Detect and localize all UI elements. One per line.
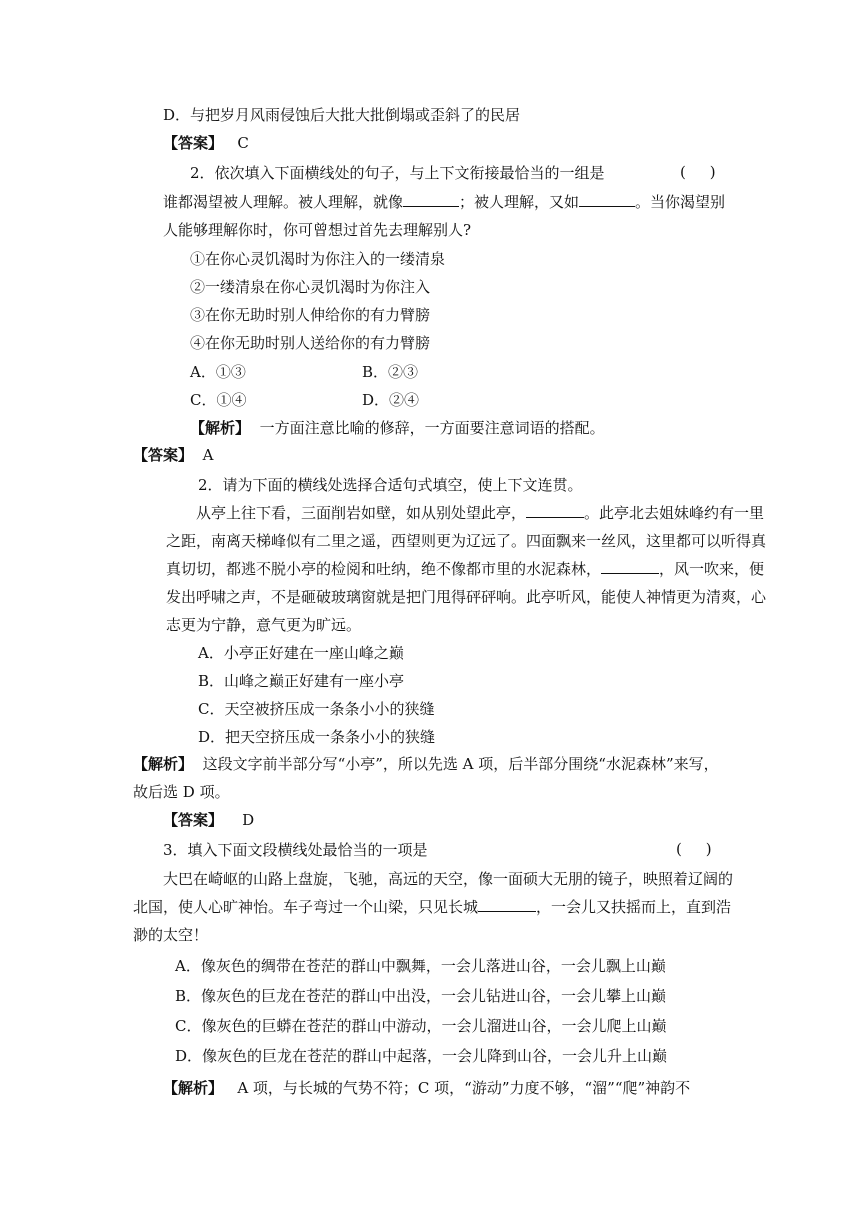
q2b-passage-line-2: 之距，南离天梯峰似有二里之遥，西望则更为辽远了。四面飘来一丝风，这里都可以听得真 — [166, 532, 767, 550]
q3-option-c: C．像灰色的巨蟒在苍茫的群山中游动，一会儿溜进山谷，一会儿爬上山巅 — [175, 1017, 667, 1035]
passage-text: 北国，使人心旷神怡。车子弯过一个山梁，只见长城 — [133, 898, 479, 916]
q2a-item-2: ②一缕清泉在你心灵饥渴时为你注入 — [190, 278, 431, 296]
analysis-text: A 项，与长城的气势不符；C 项，“游动”力度不够，“溜”“爬”神韵不 — [237, 1079, 691, 1097]
q2b-option-a: A．小亭正好建在一座山峰之巅 — [198, 644, 404, 662]
q3-analysis — [163, 1078, 690, 1098]
fill-blank — [601, 559, 659, 574]
q2b-analysis-line-1 — [133, 754, 719, 774]
passage-text: 谁都渴望被人理解。被人理解，就像 — [163, 193, 404, 211]
q2b-option-c: C．天空被挤压成一条条小小的狭缝 — [198, 700, 435, 718]
q3-passage-line-2 — [133, 897, 731, 917]
q2b-answer — [163, 810, 254, 830]
q3-option-b: B．像灰色的巨龙在苍茫的群山中出没，一会儿钻进山谷，一会儿攀上山巅 — [175, 987, 667, 1005]
passage-text: 。当你渴望别 — [635, 193, 726, 211]
answer-label: 【答案】 — [163, 811, 224, 829]
q2a-option-d: D．②④ — [362, 391, 420, 409]
q2b-stem: 2．请为下面的横线处选择合适句式填空，使上下文连贯。 — [198, 476, 583, 494]
q3-passage-line-3: 渺的太空！ — [133, 926, 209, 944]
answer-value: A — [202, 446, 214, 464]
q2a-answer — [133, 445, 213, 465]
passage-text: ；被人理解，又如 — [459, 193, 580, 211]
q2a-analysis — [190, 418, 605, 438]
analysis-text: 这段文字前半部分写“小亭”，所以先选 A 项，后半部分围绕“水泥森林”来写， — [202, 755, 719, 773]
q2a-option-c: C．①④ — [190, 391, 247, 409]
q2a-option-a: A．①③ — [190, 363, 246, 381]
passage-text: 。此亭北去姐妹峰约有一里 — [584, 504, 765, 522]
q2a-option-b: B．②③ — [362, 363, 419, 381]
fill-blank — [526, 503, 584, 518]
answer-value: C — [237, 134, 249, 152]
analysis-label: 【解析】 — [190, 419, 251, 437]
passage-text: 从亭上往下看，三面削岩如壁，如从别处望此亭， — [196, 504, 527, 522]
passage-text: ，风一吹来，便 — [659, 560, 765, 578]
q2a-answer-paren: ( ) — [680, 163, 716, 181]
q2b-passage-line-4: 发出呼啸之声，不是砸破玻璃窗就是把门甩得砰砰响。此亭听风，能使人神情更为清爽，心 — [166, 588, 767, 606]
q2a-item-1: ①在你心灵饥渴时为你注入的一缕清泉 — [190, 250, 446, 268]
fill-blank — [403, 192, 459, 207]
q3-option-d: D．像灰色的巨龙在苍茫的群山中起落，一会儿降到山谷，一会儿升上山巅 — [175, 1047, 668, 1065]
analysis-label: 【解析】 — [133, 755, 194, 773]
q1-answer — [163, 133, 249, 153]
analysis-text: 一方面注意比喻的修辞，一方面要注意词语的搭配。 — [259, 419, 605, 437]
analysis-label: 【解析】 — [163, 1079, 224, 1097]
q3-stem: 3．填入下面文段横线处最恰当的一项是 — [163, 841, 428, 859]
q3-option-a: A．像灰色的绸带在苍茫的群山中飘舞，一会儿落进山谷，一会儿飘上山巅 — [175, 957, 666, 975]
q2a-passage-line-2: 人能够理解你时，你可曾想过首先去理解别人? — [163, 221, 472, 239]
q2b-passage-line-1 — [196, 503, 764, 523]
q2b-analysis-line-2: 故后选 D 项。 — [133, 783, 230, 801]
q2b-passage-line-5: 志更为宁静，意气更为旷远。 — [166, 616, 362, 634]
q2a-item-3: ③在你无助时别人伸给你的有力臂膀 — [190, 306, 431, 324]
q1-option-d: D．与把岁月风雨侵蚀后大批大批倒塌或歪斜了的民居 — [163, 106, 521, 124]
q3-answer-paren: ( ) — [676, 840, 712, 858]
q3-passage-line-1: 大巴在崎岖的山路上盘旋，飞驰，高远的天空，像一面硕大无朋的镜子，映照着辽阔的 — [163, 870, 734, 888]
q2b-option-d: D．把天空挤压成一条条小小的狭缝 — [198, 728, 436, 746]
answer-label: 【答案】 — [133, 446, 194, 464]
answer-label: 【答案】 — [163, 134, 224, 152]
q2b-option-b: B．山峰之巅正好建有一座小亭 — [198, 672, 405, 690]
q2a-passage-line-1 — [163, 192, 725, 212]
fill-blank — [579, 192, 635, 207]
q2b-passage-line-3 — [166, 559, 764, 579]
passage-text: 真切切，都逃不脱小亭的检阅和吐纳，绝不像都市里的水泥森林， — [166, 560, 602, 578]
q2a-stem: 2．依次填入下面横线处的句子，与上下文衔接最恰当的一组是 — [190, 164, 605, 182]
passage-text: ，一会儿又扶摇而上，直到浩 — [536, 898, 732, 916]
fill-blank — [478, 897, 536, 912]
q2a-item-4: ④在你无助时别人送给你的有力臂膀 — [190, 334, 431, 352]
answer-value: D — [242, 811, 255, 829]
